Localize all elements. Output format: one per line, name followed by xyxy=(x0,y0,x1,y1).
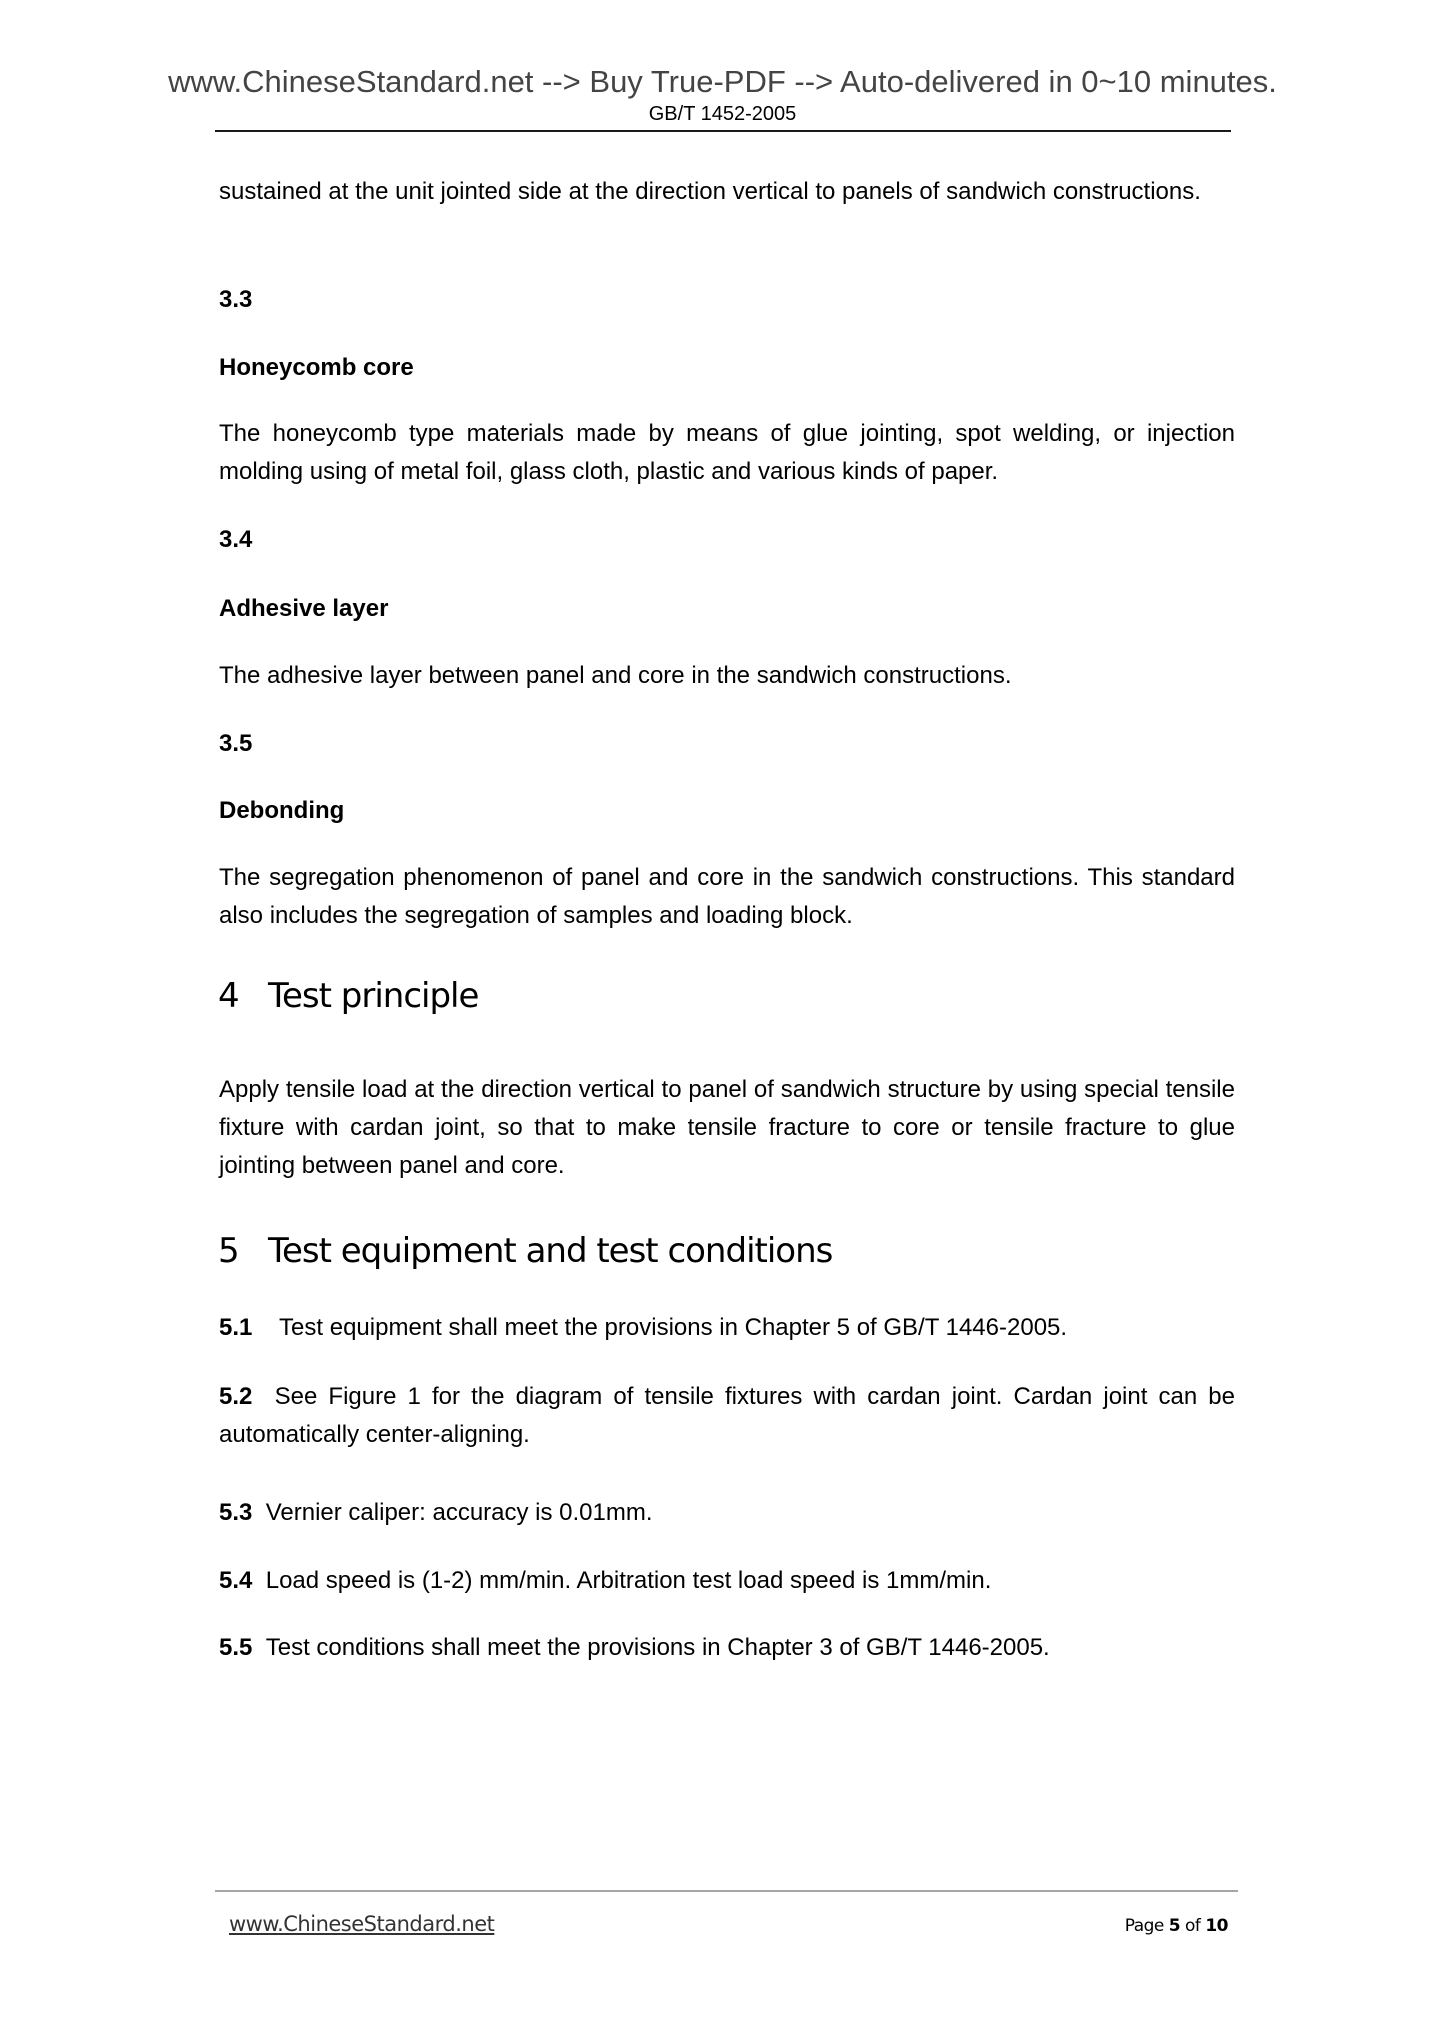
section-title: Test principle xyxy=(268,976,479,1016)
section-heading-test-equipment xyxy=(218,1229,832,1273)
test-principle-paragraph: Apply tensile load at the direction vertical to panel of sandwich structure by using special tensile fixture with cardan joint, so that to make tensile fracture to core or tensile fracture to glue jointing between panel and core. xyxy=(219,1076,1235,1179)
clause-number-3-4: 3.4 xyxy=(219,526,253,553)
footer-website-link[interactable]: www.ChineseStandard.net xyxy=(229,1912,495,1936)
page-total: 10 xyxy=(1205,1916,1228,1936)
header-divider xyxy=(215,130,1231,132)
page-of: of xyxy=(1185,1916,1201,1936)
term-heading-honeycomb-core: Honeycomb core xyxy=(219,354,414,381)
clause-text: Test equipment shall meet the provisions in Chapter 5 of GB/T 1446-2005. xyxy=(279,1314,1068,1341)
standard-code: GB/T 1452-2005 xyxy=(648,103,797,125)
term-heading-adhesive-layer: Adhesive layer xyxy=(219,595,389,622)
clause-5-1 xyxy=(219,1309,1235,1347)
term-definition-honeycomb-core: The honeycomb type materials made by means of glue jointing, spot welding, or injection molding using of metal foil, glass cloth, plastic and various kinds of paper. xyxy=(219,420,1235,485)
clause-5-3 xyxy=(219,1494,1235,1532)
page-current: 5 xyxy=(1168,1916,1181,1936)
clause-text: See Figure 1 for the diagram of tensile fixtures with cardan joint. Cardan joint can be automatically center-aligning. xyxy=(219,1383,1235,1448)
clause-label: 5.2 xyxy=(219,1383,253,1410)
clause-5-4 xyxy=(219,1562,1235,1600)
clause-text: Test conditions shall meet the provisions in Chapter 3 of GB/T 1446-2005. xyxy=(265,1634,1050,1661)
section-heading-test-principle xyxy=(218,974,478,1018)
section-number: 5 xyxy=(218,1231,239,1271)
clause-5-2 xyxy=(219,1378,1235,1454)
term-definition-adhesive-layer: The adhesive layer between panel and core in the sandwich constructions. xyxy=(219,662,1012,689)
site-banner: www.ChineseStandard.net --> Buy True-PDF --> Auto-delivered in 0~10 minutes. xyxy=(168,64,1277,99)
footer-divider xyxy=(215,1890,1238,1892)
page-indicator xyxy=(1060,1913,1228,1939)
clause-5-5 xyxy=(219,1629,1235,1667)
clause-number-3-5: 3.5 xyxy=(219,730,253,757)
clause-text: Load speed is (1-2) mm/min. Arbitration test load speed is 1mm/min. xyxy=(265,1567,992,1594)
term-heading-debonding: Debonding xyxy=(219,797,345,824)
term-definition-debonding: The segregation phenomenon of panel and core in the sandwich constructions. This standard also includes the segregation of samples and loading block. xyxy=(219,864,1235,929)
clause-number-3-3: 3.3 xyxy=(219,286,253,313)
continuation-paragraph: sustained at the unit jointed side at the direction vertical to panels of sandwich constructions. xyxy=(219,178,1201,205)
section-number: 4 xyxy=(218,976,239,1016)
clause-text: Vernier caliper: accuracy is 0.01mm. xyxy=(265,1499,653,1526)
clause-label: 5.5 xyxy=(219,1634,253,1661)
clause-label: 5.3 xyxy=(219,1499,253,1526)
page-prefix: Page xyxy=(1124,1916,1164,1936)
clause-label: 5.1 xyxy=(219,1314,253,1341)
section-title: Test equipment and test conditions xyxy=(268,1231,833,1271)
clause-label: 5.4 xyxy=(219,1567,253,1594)
